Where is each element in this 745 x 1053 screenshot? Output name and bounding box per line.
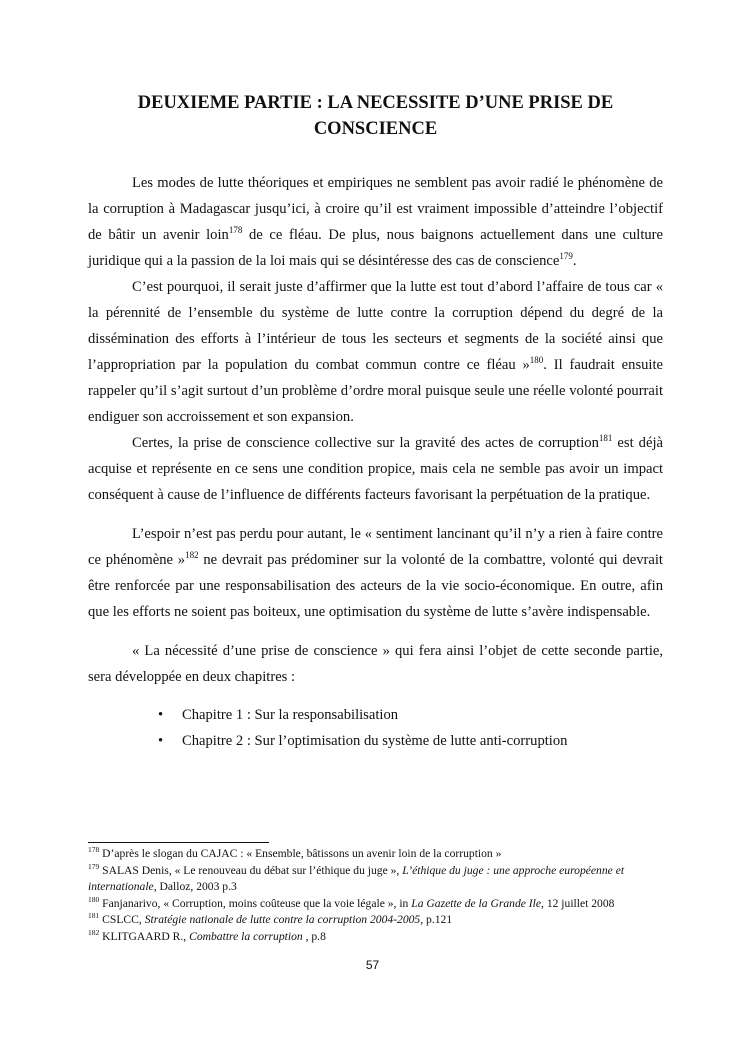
paragraph-3: Certes, la prise de conscience collective sur la gravité des actes de corruption$^{181}$ est déjà acquise et représente en ce sens une condition propice, mais cela ne semble pas avoir un impact conséquent à cause de l’influence de différents facteurs favorisant la perpétuation de la pratique.: [88, 433, 663, 503]
page-title: [88, 90, 663, 142]
footnote-separator: [88, 842, 269, 843]
footnote-ref-182[interactable]: 182: [185, 550, 199, 561]
paragraph-2: C’est pourquoi, il serait juste d’affirmer que la lutte est tout d’abord l’affaire de tous car « la pérennité de l’ensemble du système de lutte contre la corruption dépend du degré de la dissémination des efforts à l’intérieur de tous les secteurs et segments de la société ainsi que l’appropriation par la population du combat commun contre ce fléau »$^{180}$. Il faudrait ensuite rappeler qu’il s’agit surtout d’un problème d’ordre moral puisque seule une réelle volonté pourrait endiguer son accroissement et son expansion.: [88, 279, 664, 425]
list-item: • Chapitre 2 : Sur l’optimisation du système de lutte anti-corruption: [158, 728, 663, 754]
footnote-181: $^{181}$ CSLCC, Stratégie nationale de lutte contre la corruption 2004-2005, p.121: [88, 911, 453, 926]
list-item: • Chapitre 1 : Sur la responsabilisation: [158, 702, 663, 728]
chapter-list: [88, 702, 663, 754]
footnote-ref-181[interactable]: 181: [598, 433, 613, 444]
paragraph-5: « La nécessité d’une prise de conscience » qui fera ainsi l’objet de cette seconde partie, sera développée en deux chapitres :: [88, 643, 663, 685]
footnote-182: $^{182}$ KLITGAARD R., Combattre la corruption , p.8: [88, 927, 326, 943]
footnote-ref-179[interactable]: 179: [559, 251, 573, 262]
footnote-180: $^{180}$ Fanjanarivo, « Corruption, moins coûteuse que la voie légale », in La Gazette de la Grande Ile, 12 juillet 2008: [88, 894, 615, 910]
paragraph-4: L’espoir n’est pas perdu pour autant, le « sentiment lancinant qu’il n’y a rien à faire contre ce phénomène »$^{182}$ ne devrait pas prédominer sur la volonté de la combattre, volonté qui devrait être renforcée par une responsabilisation des acteurs de la vie socio-économique. En outre, afin que les efforts ne soient pas boiteux, une optimisation du système de lutte s’avère indispensable.: [88, 526, 663, 620]
body-text: [88, 170, 663, 754]
footnote-ref-180[interactable]: 180: [529, 355, 544, 366]
footnote-179: $^{179}$ SALAS Denis, « Le renouveau du débat sur l’éthique du juge », L’éthique du juge : une approche européenne et internationale, Dalloz, 2003 p.3: [88, 861, 625, 893]
bullet-icon: •: [158, 733, 164, 749]
page-number: 57: [365, 958, 380, 972]
paragraph-1: Les modes de lutte théoriques et empiriques ne semblent pas avoir radié le phénomène de la corruption à Madagascar jusqu’ici, à croire qu’il est vraiment impossible d’atteindre l’objectif de bâtir un avenir loin$^{178}$ de ce fléau. De plus, nous baignons actuellement dans une culture juridique qui a la passion de la loi mais qui se désintéresse des cas de conscience$^{179}$.: [88, 175, 664, 269]
title-line-1: DEUXIEME PARTIE : LA NECESSITE D’UNE PRISE DE: [137, 93, 614, 113]
title-line-2: CONSCIENCE: [313, 119, 438, 139]
footnotes: [88, 846, 678, 945]
footnote-ref-178[interactable]: 178: [228, 225, 243, 236]
footnote-178: $^{178}$ D’après le slogan du CAJAC : « Ensemble, bâtissons un avenir loin de la corruption »: [88, 845, 502, 860]
bullet-icon: •: [158, 707, 164, 723]
